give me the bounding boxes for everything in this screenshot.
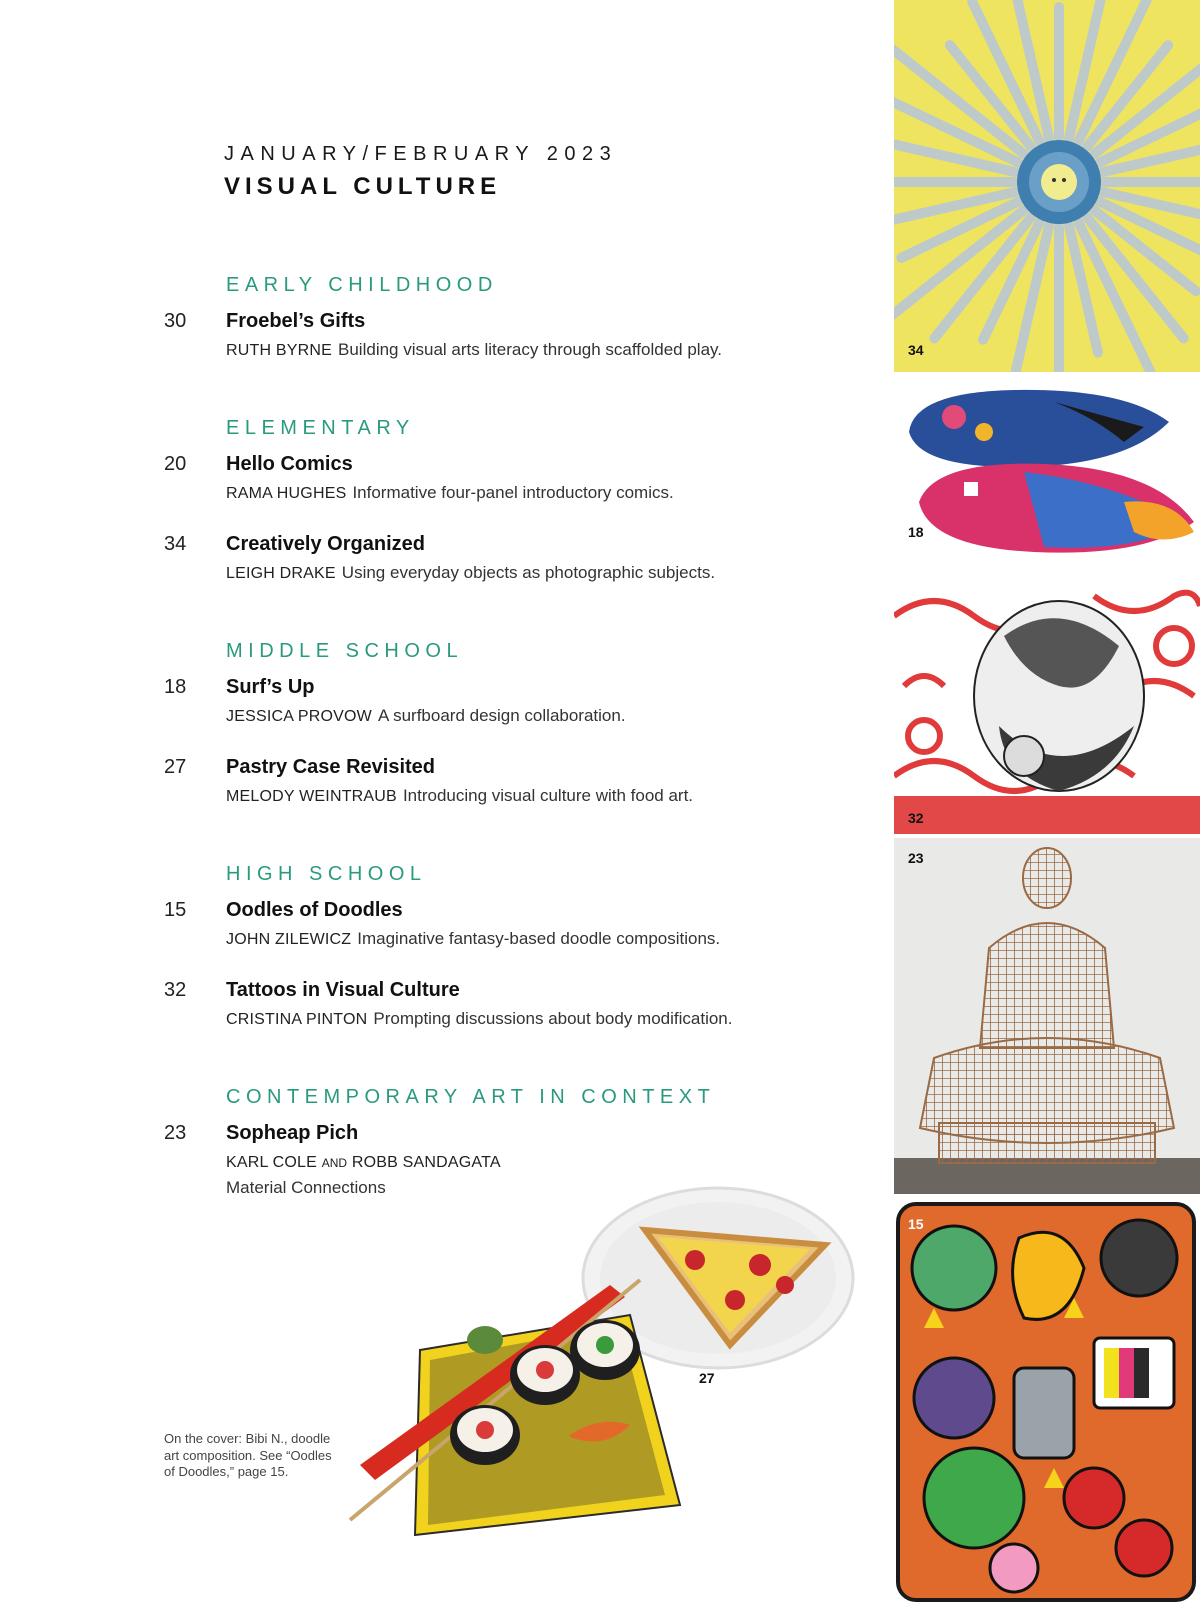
author-name: KARL COLE [226,1154,318,1171]
page-number: 23 [164,1122,187,1144]
page-number: 20 [164,453,187,475]
byline [226,786,693,806]
article-title[interactable]: Pastry Case Revisited [226,756,436,778]
author-name: CRISTINA PINTON [226,1011,368,1028]
photo-page-label-18: 18 [908,524,924,540]
byline [226,563,715,583]
section-heading-middle-school: MIDDLE SCHOOL [226,640,464,662]
article-description: Building visual arts literacy through scaffolded play. [338,340,722,359]
section-heading-contemporary-art: CONTEMPORARY ART IN CONTEXT [226,1086,716,1108]
issue-date: JANUARY/FEBRUARY 2023 [224,143,618,165]
article-description: Introducing visual culture with food art. [402,786,694,805]
byline [226,340,722,360]
photo-page-label-15: 15 [908,1216,924,1232]
page-number: 18 [164,676,187,698]
article-title[interactable]: Tattoos in Visual Culture [226,979,460,1001]
byline [226,483,674,503]
author-name: LEIGH DRAKE [226,565,336,582]
article-description: Prompting discussions about body modification. [373,1009,733,1028]
byline [226,1152,501,1172]
author-name: ROBB SANDAGATA [351,1154,501,1171]
photo-page-label-32: 32 [908,810,924,826]
page-number: 32 [164,979,187,1001]
author-name: RUTH BYRNE [226,342,333,359]
article-description: Informative four-panel introductory comics. [352,483,674,502]
article-description: A surfboard design collaboration. [377,706,626,725]
page-number: 15 [164,899,187,921]
doodle-art-photo [894,1198,1200,1606]
article-title[interactable]: Sopheap Pich [226,1122,359,1144]
author-name: MELODY WEINTRAUB [226,788,397,805]
article-title[interactable]: Surf’s Up [226,676,315,698]
byline [226,706,626,726]
cover-note: On the cover: Bibi N., doodle art composition. See “Oodles of Doodles,” page 15. [164,1431,332,1479]
page-number: 27 [164,756,187,778]
article-title[interactable]: Hello Comics [226,453,353,475]
sculpture-photo [894,838,1200,1194]
author-name: JESSICA PROVOW [226,708,372,725]
photo-page-label-34: 34 [908,342,924,358]
author-name: RAMA HUGHES [226,485,347,502]
byline [226,1009,732,1029]
food-art-photo [340,1175,860,1570]
page-number: 30 [164,310,187,332]
article-title[interactable]: Froebel’s Gifts [226,310,366,332]
section-heading-early-childhood: EARLY CHILDHOOD [226,274,498,296]
byline [226,929,720,949]
article-title[interactable]: Creatively Organized [226,533,425,555]
photo-page-label-27: 27 [699,1370,715,1386]
article-title[interactable]: Oodles of Doodles [226,899,403,921]
section-heading-elementary: ELEMENTARY [226,417,415,439]
section-heading-high-school: HIGH SCHOOL [226,863,427,885]
article-description: Imaginative fantasy-based doodle compositions. [357,929,721,948]
tattoo-drawing-photo [894,576,1200,834]
author-conjunction: AND [321,1156,348,1170]
page-number: 34 [164,533,187,555]
photo-page-label-23: 23 [908,850,924,866]
article-subtitle: Material Connections [226,1178,386,1197]
author-name: JOHN ZILEWICZ [226,931,352,948]
surfboards-photo [894,372,1200,576]
spoon-sculpture-photo [894,0,1200,372]
issue-theme: VISUAL CULTURE [224,173,502,200]
article-description: Using everyday objects as photographic subjects. [341,563,716,582]
